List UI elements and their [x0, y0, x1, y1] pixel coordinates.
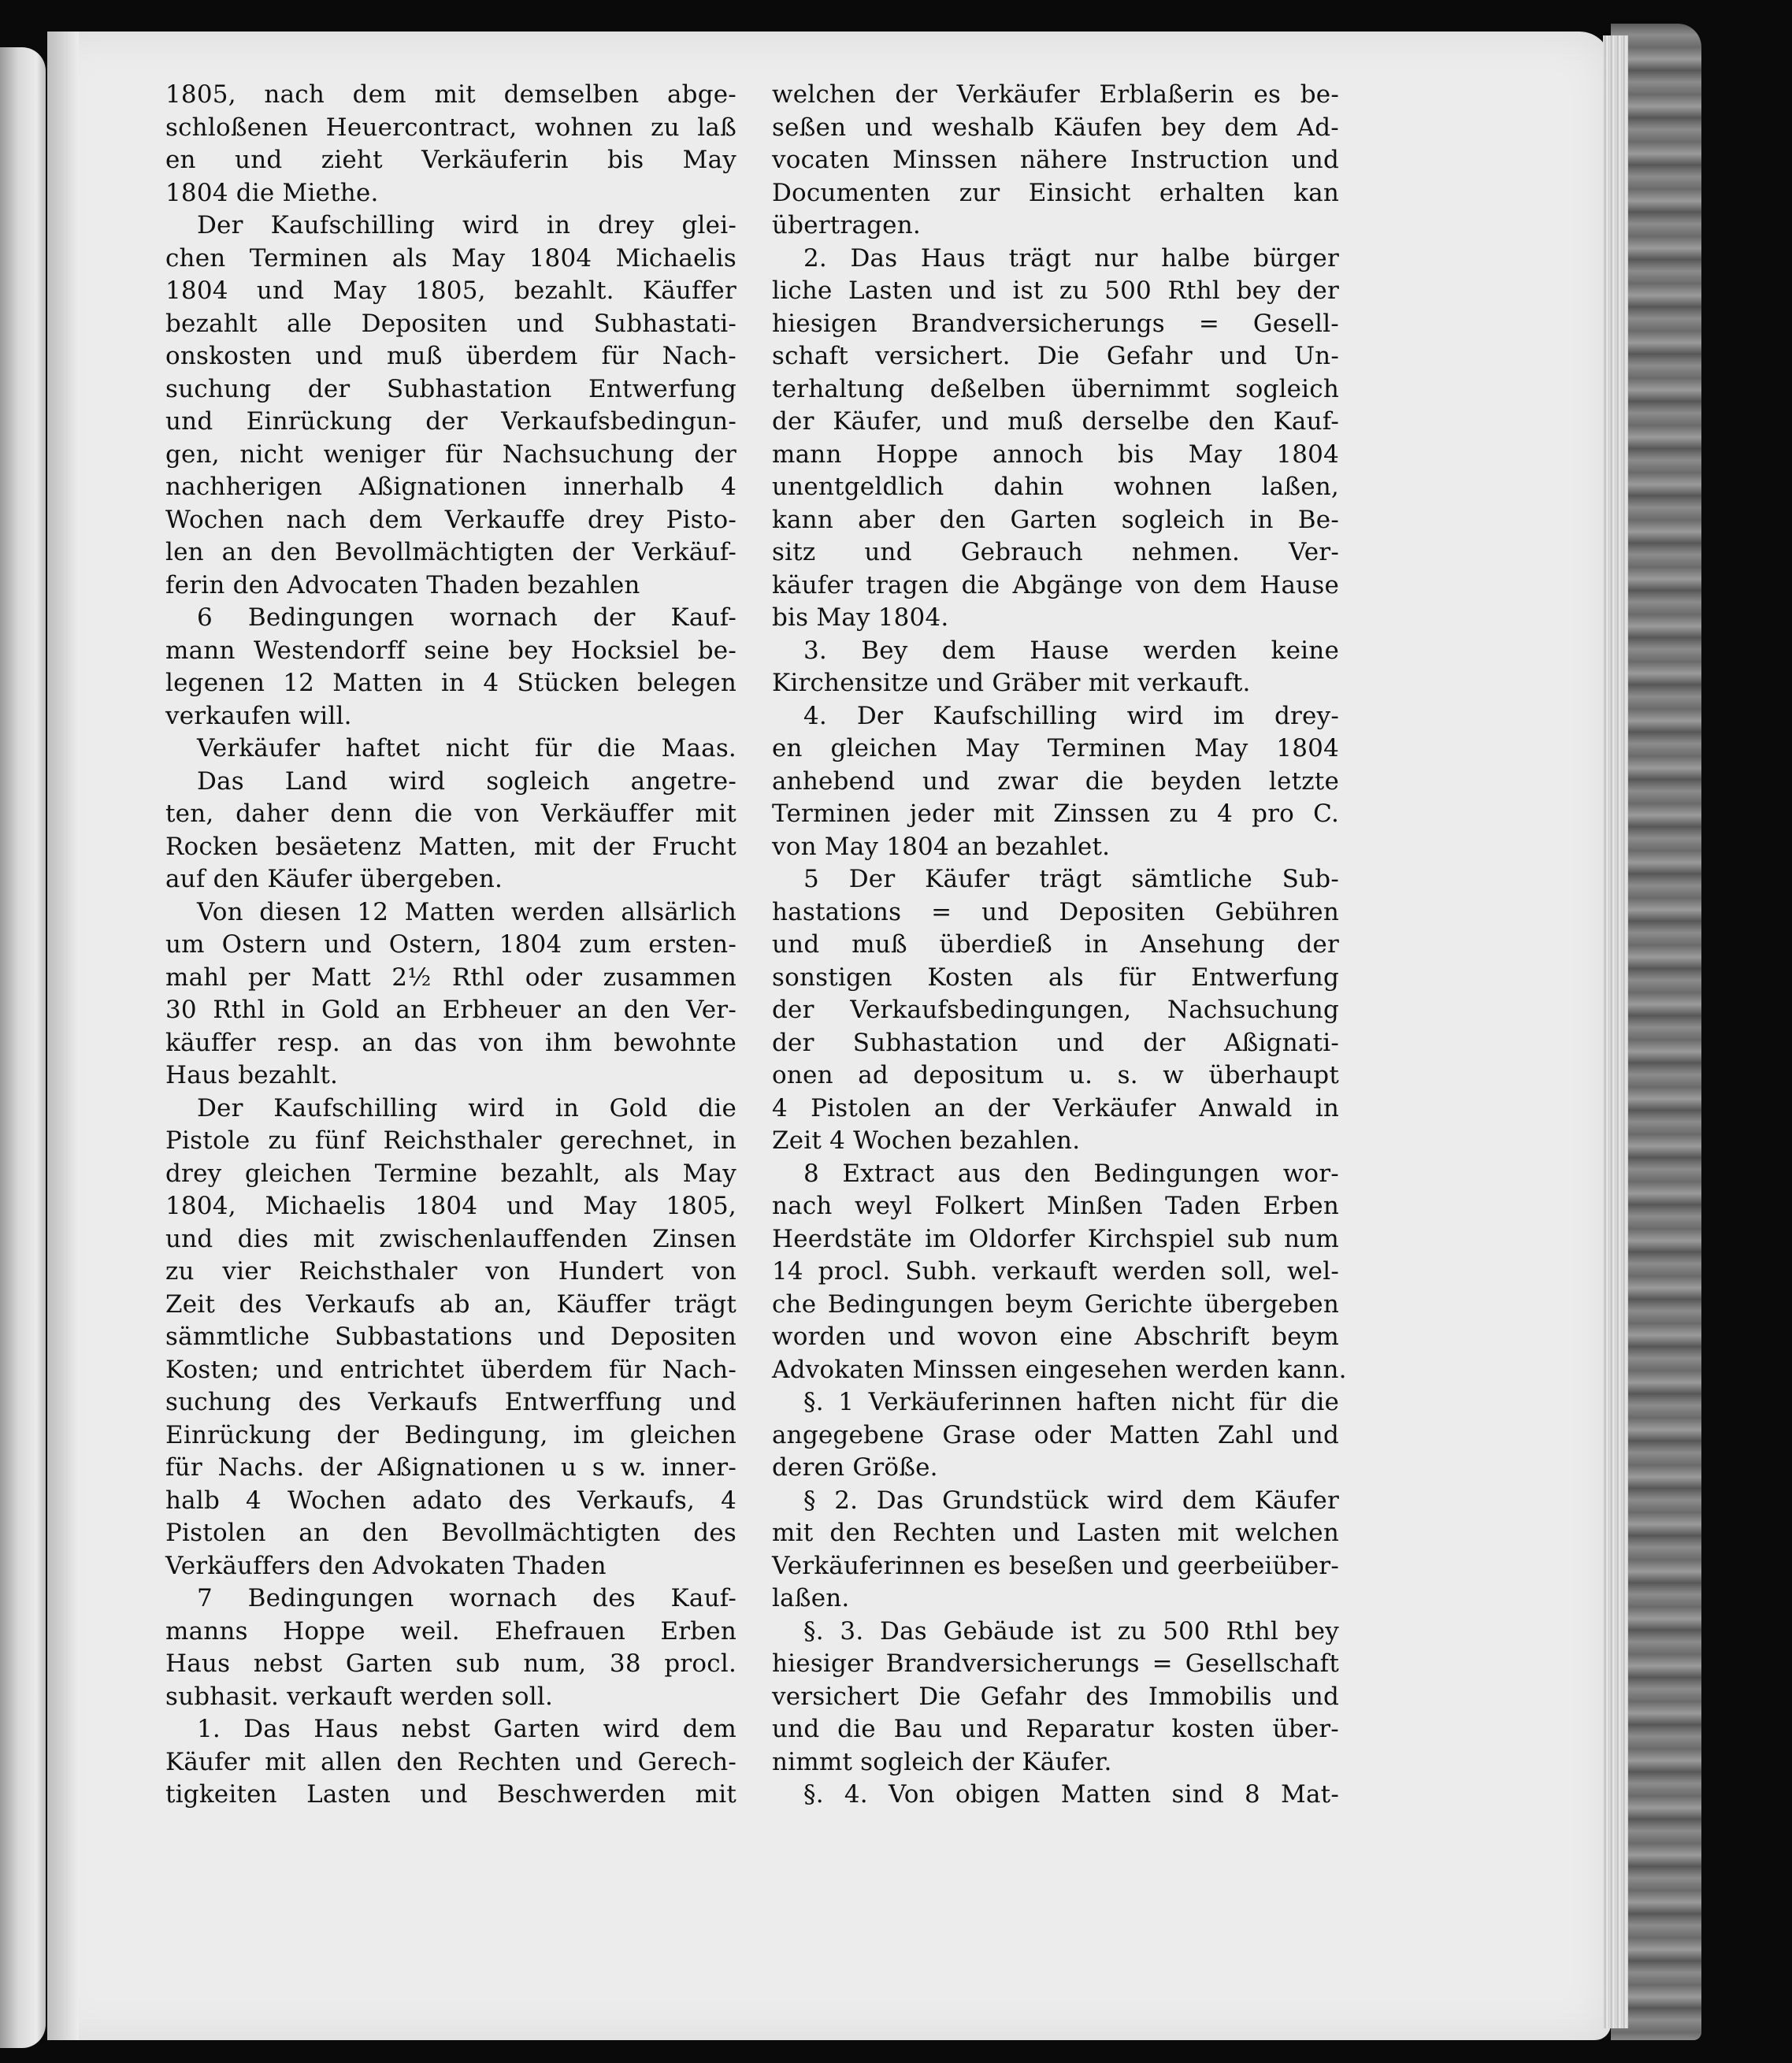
text-line: hiesiger Brandversicherungs = Gesellschaft — [772, 1649, 1339, 1678]
text-line: Pistole zu fünf Reichsthaler gerechnet, in — [165, 1126, 736, 1155]
text-line: und die Bau und Reparatur kosten über- — [772, 1715, 1339, 1743]
text-line: ferin den Advocaten Thaden bezahlen — [165, 570, 640, 599]
text-line: 1805, nach dem mit demselben abge- — [165, 80, 736, 109]
text-line: und muß überdieß in Ansehung der — [772, 930, 1339, 959]
text-line: 1804 und May 1805, bezahlt. Käuffer — [165, 276, 736, 305]
text-line: worden und wovon eine Abschrift beym — [772, 1323, 1339, 1351]
text-line: der Subhastation und der Aßignati- — [772, 1028, 1339, 1057]
text-line: §. 1 Verkäuferinnen haften nicht für die — [803, 1388, 1339, 1416]
text-line: laßen. — [772, 1584, 850, 1612]
text-line: nach weyl Folkert Minßen Taden Erben — [772, 1192, 1339, 1220]
text-line: für Nachs. der Aßignationen u s w. inner- — [165, 1453, 736, 1482]
text-line: 5 Der Käufer trägt sämtliche Sub- — [803, 865, 1339, 893]
text-line: suchung der Subhastation Entwerfung — [165, 374, 736, 403]
text-line: manns Hoppe weil. Ehefrauen Erben — [165, 1616, 736, 1646]
text-line: der Verkaufsbedingungen, Nachsuchung — [772, 996, 1339, 1024]
page-gutter — [47, 32, 79, 2040]
text-line: welchen der Verkäufer Erblaßerin es be- — [772, 80, 1339, 109]
text-line: Von diesen 12 Matten werden allsärlich — [197, 897, 736, 926]
text-line: bezahlt alle Depositen und Subhastati- — [165, 309, 736, 338]
previous-page-edge — [0, 47, 46, 2048]
text-line: und Einrückung der Verkaufsbedingun- — [165, 407, 736, 436]
text-line: Heerdstäte im Oldorfer Kirchspiel sub num — [772, 1224, 1339, 1253]
text-line: len an den Bevollmächtigten der Verkäuf- — [165, 538, 736, 566]
text-line: che Bedingungen beym Gerichte übergeben — [772, 1289, 1339, 1319]
text-line: 2. Das Haus trägt nur halbe bürger — [803, 243, 1339, 273]
text-line: §. 3. Das Gebäude ist zu 500 Rthl bey — [803, 1616, 1339, 1646]
text-line: Der Kaufschilling wird in drey glei- — [197, 211, 736, 239]
text-line: übertragen. — [772, 211, 921, 239]
text-line: en und zieht Verkäuferin bis May — [165, 146, 736, 174]
text-line: sämmtliche Subbastations und Depositen — [165, 1323, 736, 1351]
text-line: verkaufen will. — [165, 701, 352, 730]
text-line: Wochen nach dem Verkauffe drey Pisto- — [165, 505, 736, 534]
left-text-column — [165, 79, 736, 1812]
text-line: 7 Bedingungen wornach des Kauf- — [197, 1584, 736, 1612]
text-line: halb 4 Wochen adato des Verkaufs, 4 — [165, 1486, 736, 1515]
text-line: und dies mit zwischenlauffenden Zinsen — [165, 1224, 736, 1253]
text-line: 1804 die Miethe. — [165, 178, 379, 207]
text-line: mann Hoppe annoch bis May 1804 — [772, 440, 1339, 469]
text-line: sonstigen Kosten als für Entwerfung — [772, 963, 1339, 992]
text-line: Verkäufer haftet nicht für die Maas. — [197, 734, 736, 762]
text-line: 1804, Michaelis 1804 und May 1805, — [165, 1192, 736, 1220]
text-line: Haus bezahlt. — [165, 1061, 339, 1089]
text-line: Zeit 4 Wochen bezahlen. — [772, 1126, 1081, 1155]
text-line: drey gleichen Termine bezahlt, als May — [165, 1159, 736, 1188]
text-line: 3. Bey dem Hause werden keine — [803, 636, 1339, 665]
text-line: 1. Das Haus nebst Garten wird dem — [197, 1715, 736, 1743]
text-line: Verkäuferinnen es beseßen und geerbeiüber- — [772, 1551, 1339, 1580]
text-line: schaft versichert. Die Gefahr und Un- — [772, 342, 1339, 370]
text-line: Kirchensitze und Gräber mit verkauft. — [772, 669, 1251, 697]
text-line: sitz und Gebrauch nehmen. Ver- — [772, 538, 1339, 566]
text-line: unentgeldlich dahin wohnen laßen, — [772, 473, 1339, 501]
text-line: auf den Käufer übergeben. — [165, 865, 503, 893]
text-line: 4 Pistolen an der Verkäufer Anwald in — [772, 1093, 1339, 1122]
text-line: 14 procl. Subh. verkauft werden soll, wel- — [772, 1257, 1339, 1286]
text-line: gen, nicht weniger für Nachsuchung der — [165, 440, 736, 469]
text-line: Terminen jeder mit Zinssen zu 4 pro C. — [772, 800, 1339, 828]
text-line: Kosten; und entrichtet überdem für Nach- — [165, 1355, 736, 1384]
text-line: ten, daher denn die von Verkäuffer mit — [165, 800, 736, 828]
text-line: mahl per Matt 2½ Rthl oder zusammen — [165, 963, 736, 992]
text-line: mann Westendorff seine bey Hocksiel be- — [165, 636, 736, 665]
text-line: Zeit des Verkaufs ab an, Käuffer trägt — [165, 1289, 736, 1319]
text-line: en gleichen May Terminen May 1804 — [772, 734, 1339, 762]
text-line: schloßenen Heuercontract, wohnen zu laß — [165, 113, 736, 142]
text-line: onskosten und muß überdem für Nach- — [165, 342, 736, 370]
text-line: vocaten Minssen nähere Instruction und — [772, 146, 1339, 174]
text-line: subhasit. verkauft werden soll. — [165, 1682, 554, 1711]
text-line: Advokaten Minssen eingesehen werden kann. — [772, 1355, 1347, 1384]
text-line: §. 4. Von obigen Matten sind 8 Mat- — [803, 1780, 1339, 1809]
text-line: versichert Die Gefahr des Immobilis und — [772, 1682, 1339, 1711]
text-line: Käufer mit allen den Rechten und Gerech- — [165, 1747, 736, 1776]
page-stack-edge — [1603, 35, 1628, 2028]
text-line: Verkäuffers den Advokaten Thaden — [165, 1551, 607, 1580]
text-line: angegebene Grase oder Matten Zahl und — [772, 1420, 1339, 1449]
text-line: mit den Rechten und Lasten mit welchen — [772, 1519, 1339, 1547]
text-line: nachherigen Aßignationen innerhalb 4 — [165, 473, 736, 501]
right-text-column — [772, 79, 1347, 1812]
text-line: käuffer resp. an das von ihm bewohnte — [165, 1028, 736, 1057]
text-line: deren Größe. — [772, 1453, 938, 1482]
text-line: bis May 1804. — [772, 603, 949, 632]
text-line: Das Land wird sogleich angetre- — [197, 766, 736, 796]
text-line: der Käufer, und muß derselbe den Kauf- — [772, 407, 1339, 436]
text-line: von May 1804 an bezahlet. — [772, 832, 1111, 861]
text-line: 6 Bedingungen wornach der Kauf- — [197, 603, 736, 632]
text-line: § 2. Das Grundstück wird dem Käufer — [803, 1486, 1339, 1515]
text-line: Pistolen an den Bevollmächtigten des — [165, 1519, 736, 1547]
text-line: um Ostern und Ostern, 1804 zum ersten- — [165, 930, 736, 959]
text-line: hastations = und Depositen Gebühren — [772, 897, 1339, 926]
text-line: käufer tragen die Abgänge von dem Hause — [772, 570, 1339, 599]
text-line: Haus nebst Garten sub num, 38 procl. — [165, 1649, 736, 1678]
text-line: Documenten zur Einsicht erhalten kan — [772, 178, 1339, 207]
text-line: chen Terminen als May 1804 Michaelis — [165, 243, 736, 273]
text-line: suchung des Verkaufs Entwerffung und — [165, 1388, 736, 1416]
text-line: terhaltung deßelben übernimmt sogleich — [772, 374, 1339, 403]
text-line: kann aber den Garten sogleich in Be- — [772, 505, 1339, 534]
text-line: zu vier Reichsthaler von Hundert von — [165, 1257, 736, 1286]
text-line: liche Lasten und ist zu 500 Rthl bey der — [772, 276, 1339, 305]
text-line: seßen und weshalb Käufen bey dem Ad- — [772, 113, 1339, 142]
text-line: anhebend und zwar die beyden letzte — [772, 766, 1339, 796]
text-line: 8 Extract aus den Bedingungen wor- — [803, 1159, 1339, 1188]
text-line: hiesigen Brandversicherungs = Gesell- — [772, 309, 1339, 338]
text-line: 4. Der Kaufschilling wird im drey- — [803, 701, 1339, 730]
text-line: legenen 12 Matten in 4 Stücken belegen — [165, 669, 736, 697]
text-line: Rocken besäetenz Matten, mit der Frucht — [165, 832, 736, 861]
text-line: nimmt sogleich der Käufer. — [772, 1747, 1112, 1776]
text-line: Einrückung der Bedingung, im gleichen — [165, 1420, 736, 1449]
text-line: onen ad depositum u. s. w überhaupt — [772, 1061, 1339, 1089]
text-line: tigkeiten Lasten und Beschwerden mit — [165, 1780, 736, 1809]
text-line: 30 Rthl in Gold an Erbheuer an den Ver- — [165, 996, 736, 1024]
text-line: Der Kaufschilling wird in Gold die — [197, 1093, 736, 1122]
